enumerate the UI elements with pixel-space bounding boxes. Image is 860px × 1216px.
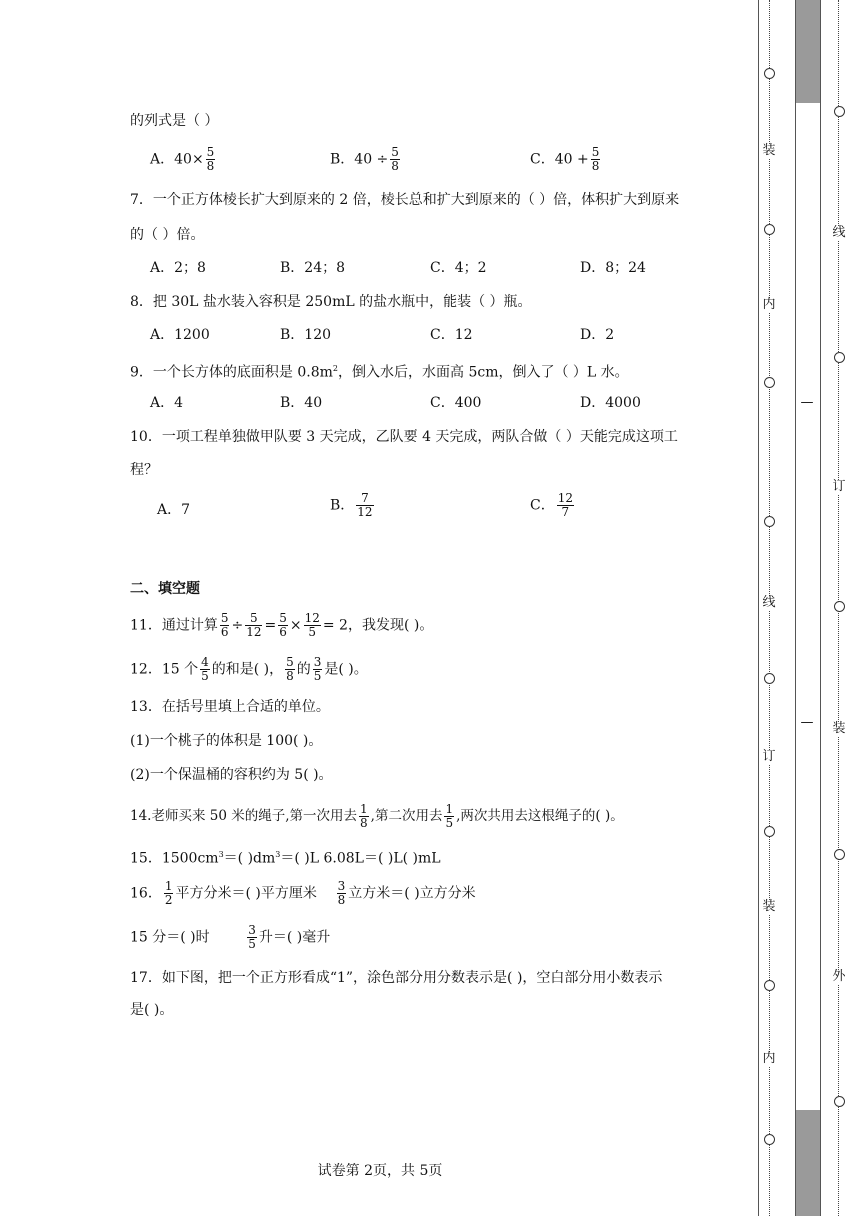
fraction: $\frac{7}{12}$ (357, 491, 373, 519)
fraction: $\frac{5}{8}$ (391, 145, 399, 173)
fraction: $\frac{12}{7}$ (557, 491, 573, 519)
q8-option-d[interactable]: D．2 (580, 327, 615, 343)
q6-option-b[interactable]: B．40 ÷ $\frac{5}{8}$ (330, 145, 399, 173)
q10-line2: 程？ (130, 462, 158, 478)
q17-line1: 17．如下图，把一个正方形看成“1”，涂色部分用分数表示是( )，空白部分用小数表示 (130, 970, 663, 986)
q8-option-c[interactable]: C．12 (430, 327, 473, 343)
q7-line1: 7．一个正方体棱长扩大到原来的 2 倍，棱长总和扩大到原来的（ ）倍，体积扩大到原来 (130, 192, 680, 208)
binding-mark: 装 (762, 143, 776, 158)
binding-circle (764, 673, 775, 684)
binding-border-right (820, 0, 821, 1216)
binding-circle (834, 1096, 845, 1107)
binding-gray-top (795, 0, 820, 103)
binding-mark: 内 (762, 1051, 776, 1066)
binding-circle (834, 849, 845, 860)
q7-option-b[interactable]: B．24；8 (280, 260, 346, 276)
q16-line1: 16． $\frac{1}{2}$ 平方分米＝( )平方厘米 $\frac{3}{8}$ 立方米＝( )立方分米 (130, 879, 476, 907)
q10-option-a[interactable]: A．7 (157, 502, 191, 518)
q12-text: 12．15 个 $\frac{4}{5}$ 的和是( )， $\frac{5}{8}$ 的 $\frac{3}{5}$ 是( )。 (130, 655, 368, 683)
binding-mark: 装 (832, 721, 846, 736)
q6-option-a[interactable]: A．40× $\frac{5}{8}$ (150, 145, 215, 173)
binding-circle (764, 377, 775, 388)
binding-circle (764, 516, 775, 527)
q17-line2: 是( )。 (130, 1002, 174, 1018)
q10-line1: 10．一项工程单独做甲队要 3 天完成，乙队要 4 天完成，两队合做（ ）天能完成这项工 (130, 429, 678, 445)
q9-text: 9．一个长方体的底面积是 $0.8m^2$，倒入水后，水面高 5cm，倒入了（ ）L 水。 (130, 364, 629, 381)
fraction: $\frac{5}{8}$ (206, 145, 215, 173)
binding-circle (764, 826, 775, 837)
binding-gray-bottom (795, 1110, 820, 1216)
q6-tail: 的列式是（ ） (130, 113, 219, 129)
binding-mark: 外 (832, 969, 846, 984)
q15-text: 15．$1500cm^3=$( )$dm^3=$( )L 6.08L＝( )L( )mL (130, 850, 441, 867)
q9-option-a[interactable]: A．4 (150, 395, 184, 411)
binding-border-left (758, 0, 759, 1216)
fraction: $\frac{5}{8}$ (591, 145, 600, 173)
q9-option-b[interactable]: B．40 (280, 395, 323, 411)
q8-text: 8．把 30L 盐水装入容积是 250mL 的盐水瓶中，能装（ ）瓶。 (130, 294, 532, 310)
q8-option-a[interactable]: A．1200 (150, 327, 210, 343)
binding-circle (764, 980, 775, 991)
binding-mark: 订 (762, 749, 776, 764)
q9-option-c[interactable]: C．400 (430, 395, 482, 411)
q9-option-d[interactable]: D．4000 (580, 395, 641, 411)
q7-option-c[interactable]: C．4；2 (430, 260, 487, 276)
section-2-title: 二、填空题 (130, 581, 200, 597)
binding-mark: 内 (762, 297, 776, 312)
binding-circle (834, 352, 845, 363)
q6-option-c[interactable]: C．40 + $\frac{5}{8}$ (530, 145, 600, 173)
q10-option-b[interactable]: B． $\frac{7}{12}$ (330, 491, 373, 519)
binding-circle (764, 1134, 775, 1145)
binding-circle (834, 601, 845, 612)
binding-dash: — (800, 715, 814, 730)
binding-circle (764, 68, 775, 79)
binding-border-mid (795, 0, 796, 1216)
q13-text: 13．在括号里填上合适的单位。 (130, 699, 330, 715)
q7-option-a[interactable]: A．2；8 (150, 260, 206, 276)
q8-option-b[interactable]: B．120 (280, 327, 332, 343)
binding-mark: 装 (762, 899, 776, 914)
binding-mark: 线 (832, 225, 846, 240)
page-footer: 试卷第 2页，共 5页 (317, 1163, 443, 1179)
binding-mark: 订 (832, 479, 846, 494)
q10-option-c[interactable]: C． $\frac{12}{7}$ (530, 491, 573, 519)
binding-dash: — (800, 395, 814, 410)
q13-part2: (2)一个保温桶的容积约为 5( )。 (130, 767, 333, 783)
q14-text: 14.老师买来 50 米的绳子,第一次用去 $\frac{1}{8}$ ,第二次用去 $\frac{1}{5}$ ,两次共用去这根绳子的( )。 (130, 802, 624, 830)
q7-line2: 的（ ）倍。 (130, 227, 205, 243)
binding-circle (834, 106, 845, 117)
binding-mark: 线 (762, 595, 776, 610)
q7-option-d[interactable]: D．8；24 (580, 260, 646, 276)
q13-part1: (1)一个桃子的体积是 100( )。 (130, 733, 323, 749)
q16-line2: 15 分＝( )时 $\frac{3}{5}$ 升＝( )毫升 (130, 923, 331, 951)
q11-text: 11．通过计算 $\frac{5}{6}$ ÷ $\frac{5}{12}$ = $\frac{5}{6}$ × $\frac{12}{5}$ = 2，我发现( )。 (130, 611, 434, 639)
binding-circle (764, 224, 775, 235)
